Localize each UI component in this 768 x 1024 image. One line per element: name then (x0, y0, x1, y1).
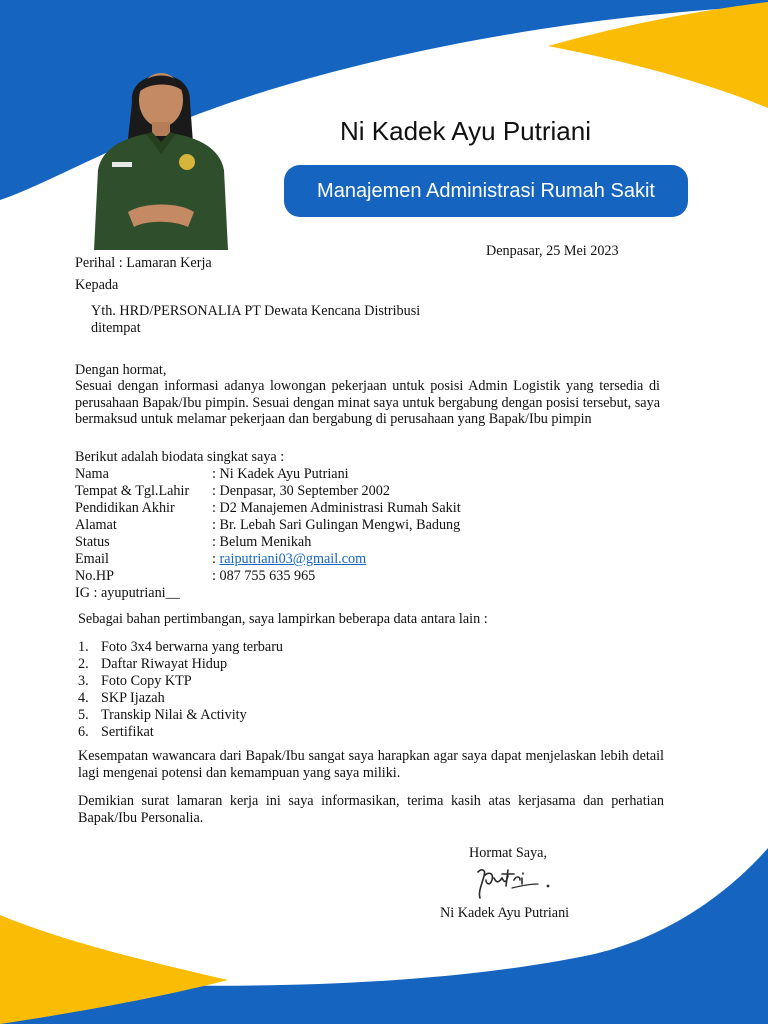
profile-photo (84, 62, 236, 250)
list-number: 5. (78, 707, 89, 723)
bio-value: : Ni Kadek Ayu Putriani (212, 466, 349, 482)
list-text: Transkip Nilai & Activity (101, 707, 247, 723)
list-number: 1. (78, 639, 89, 655)
recipient-label: Kepada (75, 277, 119, 293)
bio-value: : Br. Lebah Sari Gulingan Mengwi, Badung (212, 517, 461, 533)
bio-value (212, 551, 366, 568)
bio-value: : D2 Manajemen Administrasi Rumah Sakit (212, 500, 461, 516)
list-text: SKP Ijazah (101, 690, 165, 706)
place-date: Denpasar, 25 Mei 2023 (486, 243, 619, 259)
email-link[interactable]: raiputriani03@gmail.com (219, 551, 367, 567)
list-number: 4. (78, 690, 89, 706)
bio-value: : Denpasar, 30 September 2002 (212, 483, 390, 499)
list-text: Daftar Riwayat Hidup (101, 656, 228, 672)
greeting: Dengan hormat, (75, 362, 167, 378)
list-number: 3. (78, 673, 89, 689)
bio-label: No.HP (75, 568, 115, 584)
recipient-line-1: Yth. HRD/PERSONALIA PT Dewata Kencana Distribusi (91, 303, 421, 319)
bio-label: Tempat & Tgl.Lahir (75, 483, 190, 499)
bio-label: Nama (75, 466, 109, 482)
sign-off: Hormat Saya, (469, 845, 548, 861)
bio-intro: Berikut adalah biodata singkat saya : (75, 449, 285, 465)
bio-value: : 087 755 635 965 (212, 568, 316, 584)
handwritten-signature (472, 862, 558, 902)
intro-paragraph: Sesuai dengan informasi adanya lowongan pekerjaan untuk posisi Admin Logistik yang tersedia di perusahaan Bapak/Ibu pimpin. Sesuai dengan minat saya untuk bergabung dengan posisi tersebut, saya bermaksud untuk melamar pekerjaan dan bergabung di perusahaan yang Bapak/Ibu pimpin (75, 378, 660, 428)
role-banner: Manajemen Administrasi Rumah Sakit (284, 165, 688, 217)
signer-name: Ni Kadek Ayu Putriani (440, 905, 570, 921)
email-prefix: : (212, 551, 220, 567)
bio-label: Alamat (75, 517, 117, 533)
closing-paragraph: Demikian surat lamaran kerja ini saya informasikan, terima kasih atas kerjasama dan perhatian Bapak/Ibu Personalia. (78, 793, 664, 826)
recipient-line-2: ditempat (91, 320, 141, 336)
list-number: 6. (78, 724, 89, 740)
letter-subject: Perihal : Lamaran Kerja (75, 255, 212, 271)
bio-label: Email (75, 551, 109, 567)
bio-label: Status (75, 534, 110, 550)
list-text: Foto 3x4 berwarna yang terbaru (101, 639, 284, 655)
instagram-handle: IG : ayuputriani__ (75, 585, 180, 601)
list-text: Foto Copy KTP (101, 673, 192, 689)
applicant-name-heading: Ni Kadek Ayu Putriani (340, 116, 591, 146)
list-number: 2. (78, 656, 89, 672)
attachments-intro: Sebagai bahan pertimbangan, saya lampirkan beberapa data antara lain : (78, 611, 488, 627)
bio-value: : Belum Menikah (212, 534, 312, 550)
interview-paragraph: Kesempatan wawancara dari Bapak/Ibu sangat saya harapkan agar saya dapat menjelaskan lebih detail lagi mengenai potensi dan kemampuan yang saya miliki. (78, 748, 664, 781)
bio-label: Pendidikan Akhir (75, 500, 175, 516)
list-text: Sertifikat (101, 724, 154, 740)
